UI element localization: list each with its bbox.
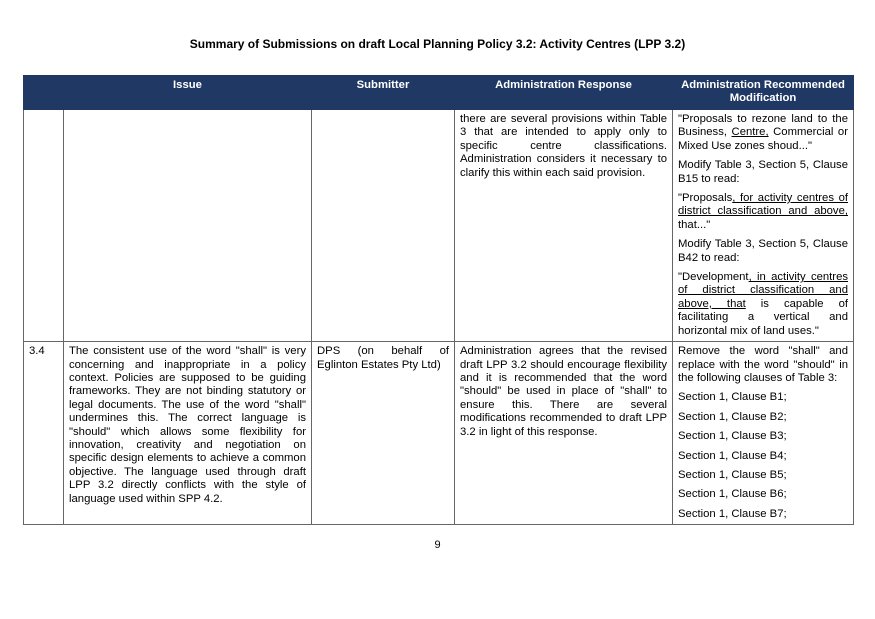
clause-item: Section 1, Clause B7; [678, 507, 787, 520]
submissions-table [23, 75, 854, 525]
modification-paragraph: Modify Table 3, Section 5, Clause B42 to read: [678, 238, 848, 264]
table-row [24, 110, 854, 342]
modification-underlined-text: Centre, [731, 126, 769, 139]
submitter-cell [312, 110, 455, 342]
modification-cell [673, 342, 854, 525]
row-number-cell [24, 110, 64, 342]
header-submitter: Submitter [312, 76, 455, 110]
modification-paragraph [678, 113, 848, 153]
modification-paragraph [678, 271, 848, 338]
modification-underlined-text: , in activity centres of district classification and above, that [678, 271, 848, 310]
header-issue: Issue [64, 76, 312, 110]
header-administration-response: Administration Response [455, 76, 673, 110]
modification-paragraph: Remove the word "shall" and replace with the word "should" in the following clauses of Table 3: [678, 345, 848, 384]
modification-text: is capable of facilitating a vertical and horizontal mix of land uses." [678, 297, 848, 337]
row-number-cell: 3.4 [24, 342, 64, 525]
clause-item: Section 1, Clause B4; [678, 449, 787, 462]
modification-text: "Proposals [678, 192, 733, 205]
page-number: 9 [434, 539, 441, 551]
modification-text: "Proposals to rezone land to the Business, [678, 113, 848, 139]
table-header-row [24, 76, 854, 110]
response-cell: Administration agrees that the revised draft LPP 3.2 should encourage flexibility and it is recommended that the word "should" be used in place of "shall" to ensure this. There are several modifications recommended to draft LPP 3.2 in light of this response. [455, 342, 673, 525]
table-row [24, 342, 854, 525]
modification-text: that..." [678, 218, 711, 231]
modification-paragraph: Modify Table 3, Section 5, Clause B15 to read: [678, 159, 848, 185]
clause-item: Section 1, Clause B3; [678, 430, 787, 443]
clause-item: Section 1, Clause B2; [678, 410, 787, 423]
document-title: Summary of Submissions on draft Local Planning Policy 3.2: Activity Centres (LPP 3.2) [189, 37, 686, 51]
clause-item: Section 1, Clause B5; [678, 468, 787, 481]
modification-text: "Development [678, 271, 749, 284]
response-cell: there are several provisions within Table 3 that are intended to apply only to specific centre classifications. Administration considers it necessary to clarify this within each said provision. [455, 110, 673, 342]
clause-item: Section 1, Clause B1; [678, 391, 787, 404]
modification-cell [673, 110, 854, 342]
modification-text: Commercial or Mixed Use zones shoud..." [678, 126, 848, 152]
issue-cell [64, 110, 312, 342]
modification-underlined-text: , for activity centres of district classification and above, [678, 192, 848, 218]
submitter-cell: DPS (on behalf of Eglinton Estates Pty Ltd) [312, 342, 455, 525]
header-recommended-modification: Administration Recommended Modification [673, 76, 854, 110]
header-number [24, 76, 64, 110]
issue-cell: The consistent use of the word "shall" is very concerning and inappropriate in a policy context. Policies are supposed to be guiding frameworks. They are not binding statutory or legal documents. The use of the word "shall" undermines this. The correct language is "should" which allows some flexibility for innovation, creativity and negotiation on specific design elements to achieve a common objective. The language used through draft LPP 3.2 directly conflicts with the style of language used within SPP 4.2. [64, 342, 312, 525]
modification-paragraph [678, 192, 848, 232]
clause-item: Section 1, Clause B6; [678, 488, 787, 501]
